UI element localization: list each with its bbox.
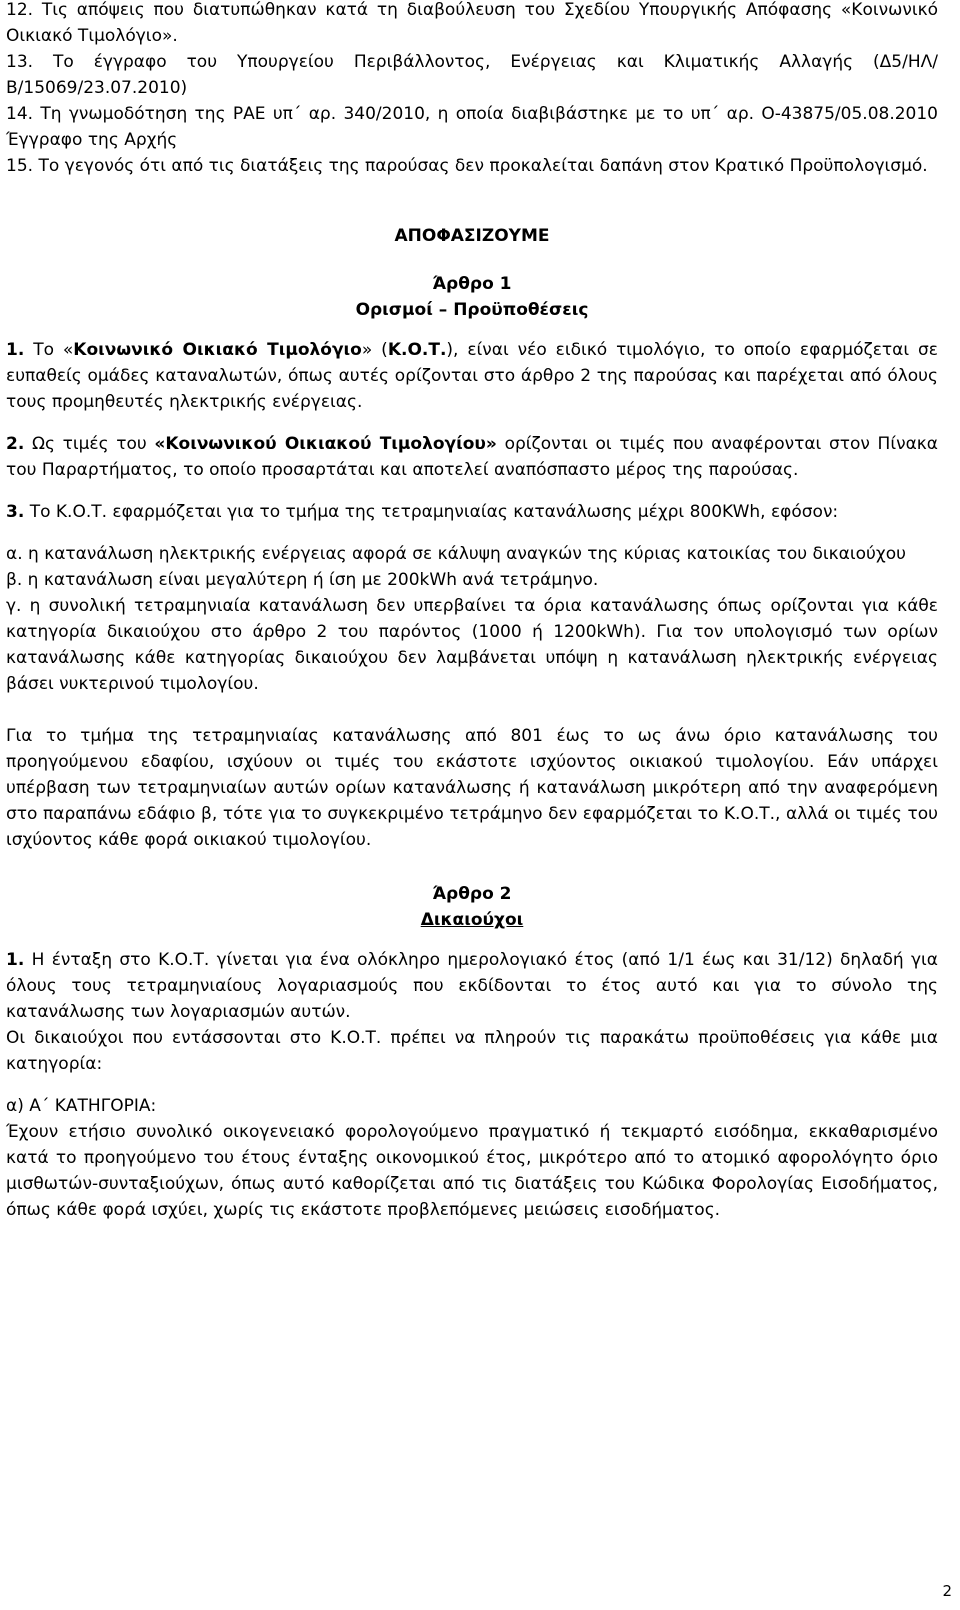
category-a-text: Έχουν ετήσιο συνολικό οικογενειακό φορολογούμενο πραγματικό ή τεκμαρτό εισόδημα, εκκαθαρισμένο κατά το προηγούμενο του έτους ένταξης οικονομικού έτος, μικρότερο από το ατομικό αφορολόγητο όριο μισθωτών-συνταξιούχων, όπως αυτό καθορίζεται από τις διατάξεις του Κώδικα Φορολογίας Εισοδήματος, όπως κάθε φορά ισχύει, χωρίς τις εκάστοτε προβλεπόμενες μειώσεις εισοδήματος.: [6, 1122, 938, 1220]
page-number: 2: [942, 1582, 952, 1600]
condition-a: α. η κατανάλωση ηλεκτρικής ενέργειας αφορά σε κάλυψη αναγκών της κύριας κατοικίας του δικαιούχου: [6, 544, 906, 564]
article-1-title: Άρθρο 1: [432, 274, 512, 294]
preamble-item-13: 13. Το έγγραφο του Υπουργείου Περιβάλλοντος, Ενέργειας και Κλιματικής Αλλαγής (Δ5/ΗΛ/Β/15069/23.07.2010): [6, 52, 938, 98]
article-2-title: Άρθρο 2: [432, 884, 512, 904]
decision-heading: ΑΠΟΦΑΣΙΖΟΥΜΕ: [394, 226, 550, 246]
category-a-title: α) Α΄ ΚΑΤΗΓΟΡΙΑ:: [6, 1096, 157, 1116]
article-1-paragraph-1: 1. Το «Κοινωνικό Οικιακό Τιμολόγιο» (Κ.Ο.Τ.), είναι νέο ειδικό τιμολόγιο, το οποίο εφαρμόζεται σε ευπαθείς ομάδες καταναλωτών, όπως αυτές ορίζονται στο άρθρο 2 της παρούσας και παρέχεται από όλους τους προμηθευτές ηλεκτρικής ενέργειας.: [6, 340, 938, 412]
preamble-item-12: 12. Τις απόψεις που διατυπώθηκαν κατά τη διαβούλευση του Σχεδίου Υπουργικής Απόφασης «Κοινωνικό Οικιακό Τιμολόγιο».: [6, 0, 938, 46]
article-1-subtitle: Ορισμοί – Προϋποθέσεις: [355, 300, 589, 320]
document-page: [6, 0, 938, 1223]
preamble-item-15: 15. Το γεγονός ότι από τις διατάξεις της παρούσας δεν προκαλείται δαπάνη στον Κρατικό Προϋπολογισμό.: [6, 156, 928, 176]
article-1-paragraph-4: Για το τμήμα της τετραμηνιαίας κατανάλωσης από 801 έως το ως άνω όριο κατανάλωσης του προηγούμενου εδαφίου, ισχύουν οι τιμές του εκάστοτε ισχύοντος οικιακού τιμολογίου. Εάν υπάρχει υπέρβαση των τετραμηνιαίων αυτών ορίων κατανάλωσης ή κατανάλωση μικρότερη από την αναφερόμενη στο παραπάνω εδάφιο β, τότε για το συγκεκριμένο τετράμηνο δεν εφαρμόζεται το Κ.Ο.Τ., αλλά οι τιμές του ισχύοντος κάθε φορά οικιακού τιμολογίου.: [6, 726, 938, 850]
preamble-item-14: 14. Τη γνωμοδότηση της ΡΑΕ υπ΄ αρ. 340/2010, η οποία διαβιβάστηκε με το υπ΄ αρ. Ο-43875/05.08.2010 Έγγραφο της Αρχής: [6, 104, 938, 150]
article-2-subtitle: Δικαιούχοι: [420, 910, 524, 930]
article-1-paragraph-3: 3. Το Κ.Ο.Τ. εφαρμόζεται για το τμήμα της τετραμηνιαίας κατανάλωσης μέχρι 800KWh, εφόσον:: [6, 502, 839, 522]
article-1-paragraph-2: 2. Ως τιμές του «Κοινωνικού Οικιακού Τιμολογίου» ορίζονται οι τιμές που αναφέρονται στον Πίνακα του Παραρτήματος, το οποίο προσαρτάται και αποτελεί αναπόσπαστο μέρος της παρούσας.: [6, 434, 939, 480]
condition-b: β. η κατανάλωση είναι μεγαλύτερη ή ίση με 200kWh ανά τετράμηνο.: [6, 570, 599, 590]
condition-c: γ. η συνολική τετραμηνιαία κατανάλωση δεν υπερβαίνει τα όρια κατανάλωσης όπως ορίζονται για κάθε κατηγορία δικαιούχου στο άρθρο 2 του παρόντος (1000 ή 1200kWh). Για τον υπολογισμό των ορίων κατανάλωσης κάθε κατηγορίας δικαιούχου δεν λαμβάνεται υπόψη η κατανάλωση ηλεκτρικής ενέργειας βάσει νυκτερινού τιμολογίου.: [6, 596, 938, 694]
article-2-paragraph-1-continued: Οι δικαιούχοι που εντάσσονται στο Κ.Ο.Τ. πρέπει να πληρούν τις παρακάτω προϋποθέσεις για κάθε μια κατηγορία:: [6, 1028, 938, 1074]
article-2-paragraph-1: 1. Η ένταξη στο Κ.Ο.Τ. γίνεται για ένα ολόκληρο ημερολογιακό έτος (από 1/1 έως και 31/12) δηλαδή για όλους τους τετραμηνιαίους λογαριασμούς που εκδίδονται το έτος αυτό και για το σύνολο της κατανάλωσης των λογαριασμών αυτών.: [6, 950, 938, 1022]
